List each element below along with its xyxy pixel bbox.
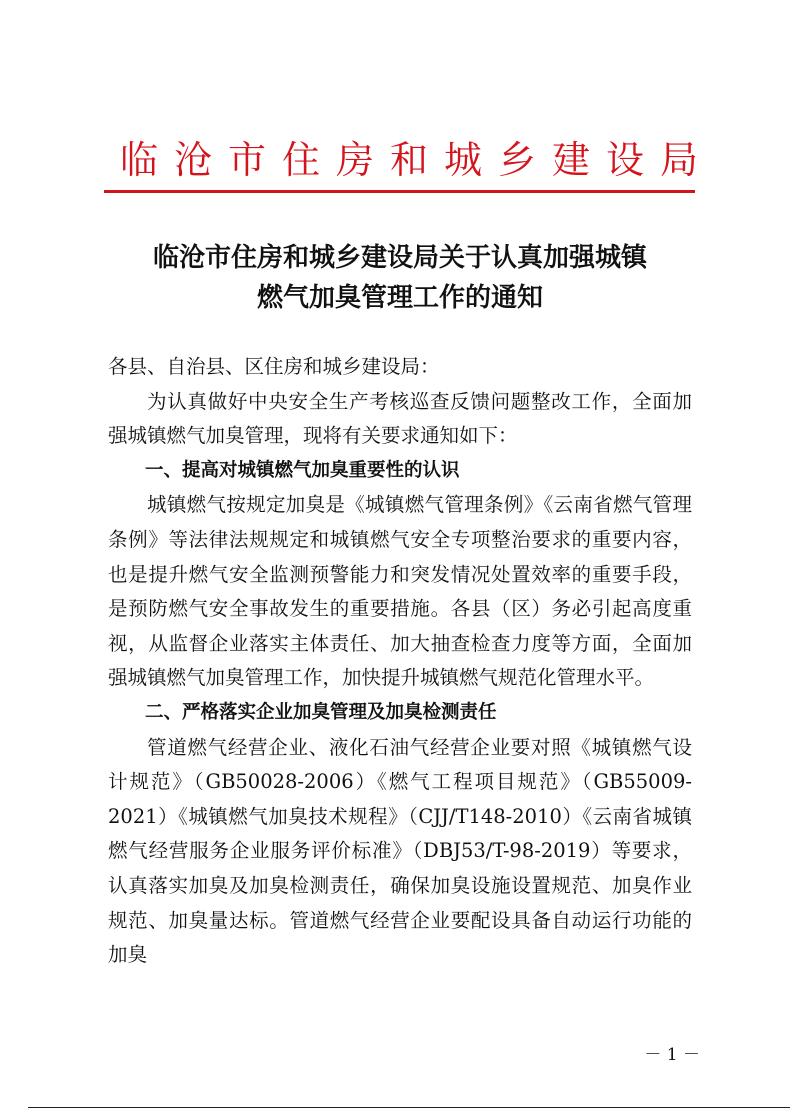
- section-2-paragraph: 管道燃气经营企业、液化石油气经营企业要对照《城镇燃气设计规范》（GB50028-2006）《燃气工程项目规范》（GB55009-2021）《城镇燃气加臭技术规程》（CJJ/T148-2010）《云南省城镇燃气经营服务企业服务评价标准》（DBJ53/T-98-2019）等要求，认真落实加臭及加臭检测责任，确保加臭设施设置规范、加臭作业规范、加臭量达标。管道燃气经营企业要配设具备自动运行功能的加臭: [108, 735, 692, 967]
- masthead-red-rule: [104, 190, 695, 193]
- document-title-line-1: 临沧市住房和城乡建设局关于认真加强城镇: [152, 243, 647, 273]
- document-title-line-2: 燃气加臭管理工作的通知: [256, 283, 543, 313]
- page-number: － 1 －: [644, 1045, 700, 1065]
- page-bottom-rule: [28, 1107, 790, 1108]
- section-2-heading: 二、严格落实企业加臭管理及加臭检测责任: [145, 701, 497, 723]
- salutation: 各县、自治县、区住房和城乡建设局：: [108, 355, 440, 378]
- section-1-heading: 一、提高对城镇燃气加臭重要性的认识: [145, 459, 460, 481]
- issuer-masthead: 临沧市住房和城乡建设局: [120, 138, 715, 182]
- document-title: [104, 238, 696, 318]
- section-1-paragraph: 城镇燃气按规定加臭是《城镇燃气管理条例》《云南省燃气管理条例》等法律法规规定和城镇燃气安全专项整治要求的重要内容，也是提升燃气安全监测预警能力和突发情况处置效率的重要手段，是预防燃气安全事故发生的重要措施。各县（区）务必引起高度重视，从监督企业落实主体责任、加大抽查检查力度等方面，全面加强城镇燃气加臭管理工作，加快提升城镇燃气规范化管理水平。: [108, 493, 692, 690]
- document-body: [108, 350, 692, 973]
- intro-paragraph: 为认真做好中央安全生产考核巡查反馈问题整改工作，全面加强城镇燃气加臭管理，现将有关要求通知如下：: [108, 389, 692, 448]
